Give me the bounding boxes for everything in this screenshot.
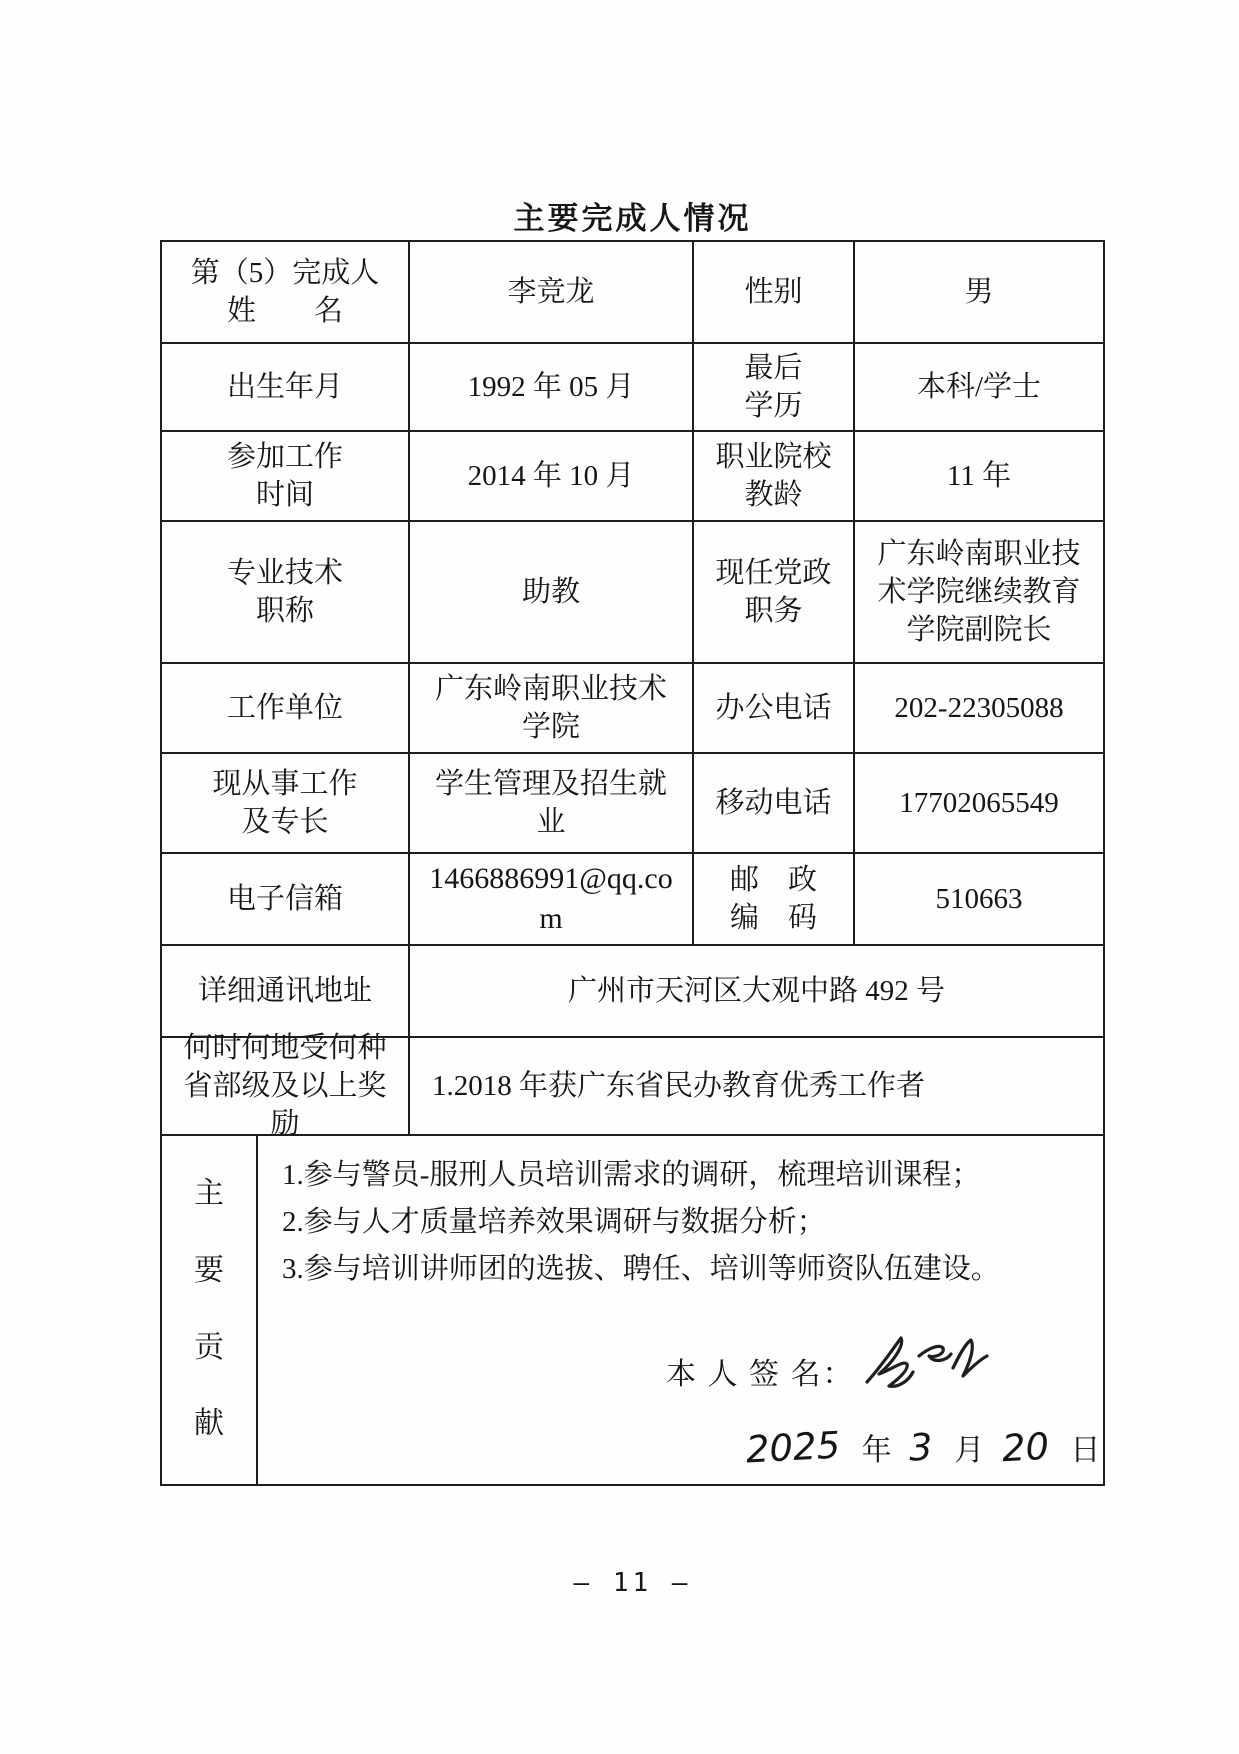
table-row-currentwork bbox=[162, 752, 1103, 852]
name-label-line2: 姓 名 bbox=[226, 295, 343, 327]
education-value bbox=[853, 344, 1103, 430]
teaching-years-value-text: 11 年 bbox=[946, 459, 1012, 492]
office-phone-label-text: 办公电话 bbox=[715, 691, 832, 724]
prof-title-label-line2: 职称 bbox=[255, 595, 314, 627]
mobile-phone-label bbox=[692, 754, 853, 852]
name-value-text: 李竞龙 bbox=[507, 275, 595, 308]
prof-title-label-line1: 专业技术 bbox=[226, 556, 343, 589]
email-label bbox=[162, 854, 408, 944]
name-label bbox=[162, 242, 408, 342]
workstart-value bbox=[408, 432, 692, 520]
signature-label: 本 人 签 名： bbox=[666, 1358, 855, 1392]
contribution-items bbox=[258, 1136, 1026, 1293]
contribution-label-char1: 主 bbox=[194, 1177, 224, 1210]
contribution-label-char2: 要 bbox=[194, 1253, 224, 1287]
contribution-label-char3: 贡 bbox=[194, 1330, 224, 1364]
current-work-label-line2: 及专长 bbox=[241, 806, 329, 838]
employer-value-line2: 学院 bbox=[521, 711, 580, 743]
address-label bbox=[162, 946, 408, 1036]
address-label-text: 详细通讯地址 bbox=[197, 974, 372, 1007]
name-label-line1: 第（5）完成人 bbox=[190, 256, 380, 289]
email-label-text: 电子信箱 bbox=[226, 882, 343, 915]
teaching-years-label-line1: 职业院校 bbox=[715, 440, 832, 473]
name-value bbox=[408, 242, 692, 342]
position-label bbox=[692, 522, 853, 662]
prof-title-value bbox=[408, 522, 692, 662]
teaching-years-label bbox=[692, 432, 853, 520]
email-value-line1: 1466886991@qq.co bbox=[429, 862, 673, 896]
gender-label-text: 性别 bbox=[744, 275, 803, 308]
position-value-line2: 术学院继续教育 bbox=[877, 575, 1081, 608]
address-value bbox=[408, 946, 1103, 1036]
contribution-item-2: 2.参与人才质量培养效果调研与数据分析； bbox=[282, 1205, 826, 1238]
awards-value-text: 1.2018 年获广东省民办教育优秀工作者 bbox=[432, 1069, 926, 1102]
employer-value-line1: 广东岭南职业技术 bbox=[434, 672, 667, 705]
table-row-workstart bbox=[162, 430, 1103, 520]
position-value-line1: 广东岭南职业技 bbox=[877, 537, 1081, 570]
workstart-label-line1: 参加工作 bbox=[226, 440, 343, 473]
current-work-value-line1: 学生管理及招生就 bbox=[434, 767, 667, 800]
workstart-value-text: 2014 年 10 月 bbox=[467, 459, 635, 492]
position-value-line3: 学院副院长 bbox=[906, 614, 1052, 647]
teaching-years-label-line2: 教龄 bbox=[744, 479, 803, 511]
date-year: 2025 bbox=[744, 1423, 842, 1472]
contribution-label-char4: 献 bbox=[194, 1407, 224, 1441]
workstart-label-line2: 时间 bbox=[255, 479, 314, 511]
education-label-line1: 最后 bbox=[744, 351, 803, 384]
office-phone-label bbox=[692, 664, 853, 752]
date-year-unit: 年 bbox=[861, 1434, 892, 1467]
education-value-text: 本科/学士 bbox=[916, 370, 1042, 403]
workstart-label bbox=[162, 432, 408, 520]
mobile-phone-value-text: 17702065549 bbox=[899, 786, 1059, 819]
mobile-phone-label-text: 移动电话 bbox=[715, 786, 832, 819]
table-row-employer bbox=[162, 662, 1103, 752]
position-label-line2: 职务 bbox=[744, 595, 803, 627]
gender-value-text: 男 bbox=[964, 275, 994, 308]
office-phone-value bbox=[853, 664, 1103, 752]
awards-label bbox=[162, 1031, 408, 1141]
teaching-years-value bbox=[853, 432, 1103, 520]
table-row-awards bbox=[162, 1031, 1103, 1141]
position-value bbox=[853, 522, 1103, 662]
contribution-item-1: 1.参与警员-服刑人员培训需求的调研，梳理培训课程； bbox=[282, 1159, 981, 1191]
awards-label-line2: 省部级及以上奖励 bbox=[183, 1069, 387, 1141]
mobile-phone-value bbox=[853, 754, 1103, 852]
position-label-line1: 现任党政 bbox=[715, 556, 832, 589]
postal-value bbox=[853, 854, 1103, 944]
completer-info-table bbox=[160, 240, 1105, 1486]
date-day: 20 bbox=[1000, 1424, 1050, 1471]
education-label-line2: 学历 bbox=[744, 390, 803, 422]
table-row-name bbox=[162, 242, 1103, 342]
prof-title-label bbox=[162, 522, 408, 662]
contribution-label bbox=[162, 1136, 256, 1484]
birth-label bbox=[162, 344, 408, 430]
awards-value bbox=[408, 1038, 1103, 1134]
table-row-address bbox=[162, 944, 1103, 1036]
employer-label-text: 工作单位 bbox=[226, 691, 343, 724]
education-label bbox=[692, 344, 853, 430]
page-title: 主要完成人情况 bbox=[513, 201, 752, 236]
table-row-email bbox=[162, 852, 1103, 944]
email-value-line2: m bbox=[539, 902, 563, 935]
table-row-contribution bbox=[162, 1134, 1103, 1484]
signature-date bbox=[746, 1424, 1110, 1473]
birth-label-text: 出生年月 bbox=[226, 370, 343, 403]
signature-line bbox=[666, 1348, 993, 1402]
handwritten-signature bbox=[861, 1330, 993, 1402]
birth-value bbox=[408, 344, 692, 430]
postal-label bbox=[692, 854, 853, 944]
current-work-label-line1: 现从事工作 bbox=[212, 767, 358, 800]
postal-label-line1: 邮 政 bbox=[729, 863, 817, 896]
page-number: — 11 — bbox=[573, 1568, 692, 1598]
employer-value bbox=[408, 664, 692, 752]
office-phone-value-text: 202-22305088 bbox=[894, 691, 1064, 724]
postal-value-text: 510663 bbox=[935, 882, 1023, 915]
table-row-title bbox=[162, 520, 1103, 662]
table-row-birth bbox=[162, 342, 1103, 430]
contribution-item-3: 3.参与培训讲师团的选拔、聘任、培训等师资队伍建设。 bbox=[282, 1252, 1000, 1285]
address-value-text: 广州市天河区大观中路 492 号 bbox=[567, 974, 945, 1007]
date-day-unit: 日 bbox=[1070, 1434, 1101, 1467]
awards-label-line1: 何时何地受何种 bbox=[183, 1031, 387, 1064]
date-month: 3 bbox=[908, 1425, 934, 1470]
email-value bbox=[408, 854, 692, 944]
employer-label bbox=[162, 664, 408, 752]
current-work-value bbox=[408, 754, 692, 852]
date-month-unit: 月 bbox=[954, 1434, 985, 1467]
birth-value-text: 1992 年 05 月 bbox=[467, 370, 635, 403]
current-work-label bbox=[162, 754, 408, 852]
contribution-content bbox=[256, 1136, 1103, 1484]
prof-title-value-text: 助教 bbox=[521, 575, 580, 608]
postal-label-line2: 编 码 bbox=[729, 902, 817, 934]
gender-label bbox=[692, 242, 853, 342]
gender-value bbox=[853, 242, 1103, 342]
current-work-value-line2: 业 bbox=[536, 806, 566, 838]
